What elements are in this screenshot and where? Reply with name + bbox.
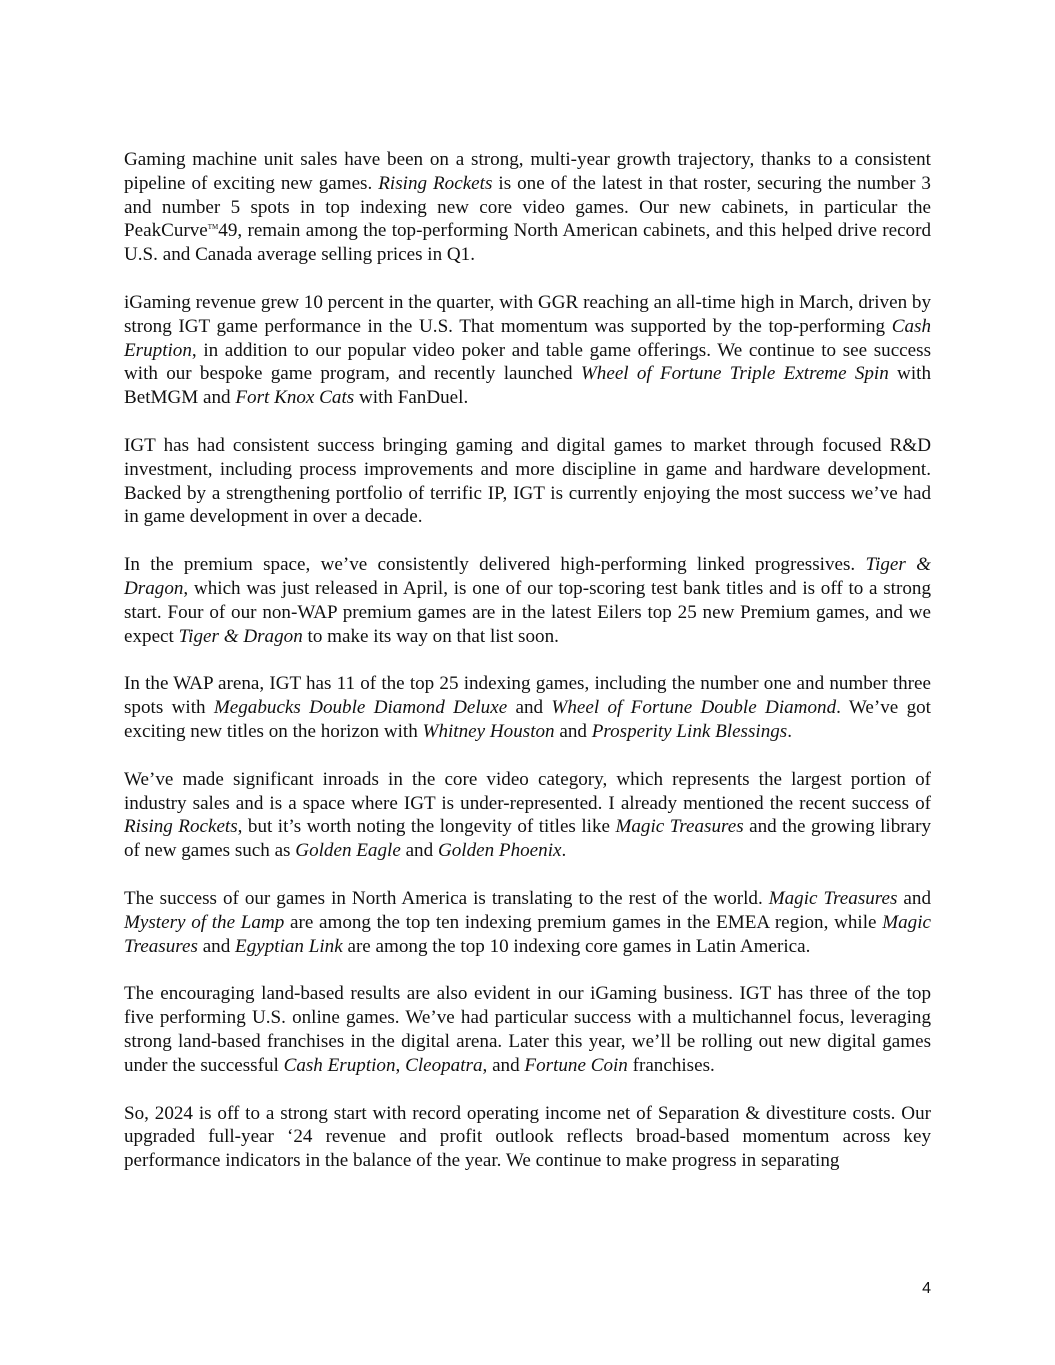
paragraph-outlook xyxy=(124,1102,931,1173)
text-run: and xyxy=(507,697,552,719)
text-run: and xyxy=(400,840,438,862)
text-run: , but it’s worth noting the longevity of titles like xyxy=(237,816,616,838)
text-run: franchises. xyxy=(627,1054,715,1076)
text-run: to make its way on that list soon. xyxy=(302,625,559,647)
text-run: and xyxy=(197,935,236,957)
paragraph-land-based-results xyxy=(124,982,931,1077)
paragraph-international xyxy=(124,887,931,958)
game-title: Mystery of the Lamp xyxy=(124,911,285,933)
game-title: Magic Treasures xyxy=(615,816,744,838)
paragraph-igaming-revenue xyxy=(124,291,931,410)
text-run: So, 2024 is off to a strong start with record operating income net of Separation & divestiture costs. Our upgraded full-year ‘24 revenue and profit outlook reflects broad-based momentum across key performance indicators in the balance of the year. We continue to make progress in separating xyxy=(124,1102,931,1172)
paragraph-premium-space xyxy=(124,553,931,648)
text-run: , in addition to our popular video poker and table game offerings. We continue to see success with our bespoke game program, and recently launched xyxy=(124,339,931,385)
game-title: Prosperity Link Blessings xyxy=(591,720,788,742)
game-title: Magic Treasures xyxy=(768,887,898,909)
game-title: Magic Treasures xyxy=(124,911,931,957)
game-title: Tiger & Dragon xyxy=(178,625,303,647)
game-title: Cleopatra xyxy=(405,1054,483,1076)
paragraph-unit-sales xyxy=(124,148,931,267)
text-run: is one of the latest in that roster, securing the number 3 and number 5 spots in top indexing new core video games. Our new cabinets, in particular the PeakCurve xyxy=(124,172,931,242)
text-run: and the growing library of new games such as xyxy=(124,816,931,862)
game-title: Tiger & Dragon xyxy=(124,554,931,599)
text-run: , which was just released in April, is one of our top-scoring test bank titles and is off to a strong start. Four of our non-WAP premium games are in the latest Eilers top 25 new Premium games, and we expect xyxy=(124,577,931,647)
text-run: 49, remain among the top-performing North American cabinets, and this helped drive record U.S. and Canada average selling prices in Q1. xyxy=(124,220,931,266)
text-run: . xyxy=(787,720,793,742)
text-run: with FanDuel. xyxy=(354,387,469,409)
text-run: with BetMGM and xyxy=(124,363,931,409)
paragraph-rd-investment xyxy=(124,434,931,529)
paragraph-wap-arena xyxy=(124,672,931,743)
document-body xyxy=(124,148,931,1197)
text-run: , xyxy=(395,1054,406,1076)
game-title: Fort Knox Cats xyxy=(235,387,355,409)
text-run: and xyxy=(897,887,932,909)
text-run: IGT has had consistent success bringing gaming and digital games to market through focused R&D investment, including process improvements and more discipline in game and hardware development. Backed by a strengthening portfolio of terrific IP, IGT is currently enjoying the most success we’ve had in game development in over a decade. xyxy=(124,434,931,528)
game-title: Egyptian Link xyxy=(235,935,343,957)
game-title: Golden Phoenix xyxy=(437,840,562,862)
game-title: Whitney Houston xyxy=(422,720,555,742)
game-title: Wheel of Fortune Double Diamond xyxy=(551,697,837,719)
text-run: are among the top ten indexing premium games in the EMEA region, while xyxy=(284,911,883,933)
text-run: iGaming revenue grew 10 percent in the quarter, with GGR reaching an all-time high in March, driven by strong IGT game performance in the U.S. That momentum was supported by the top-performing xyxy=(124,291,931,337)
trademark-mark: TM xyxy=(207,223,219,232)
game-title: Rising Rockets xyxy=(378,172,493,194)
text-run: . xyxy=(561,840,567,862)
text-run: The encouraging land-based results are also evident in our iGaming business. IGT has three of the top five performing U.S. online games. We’ve had particular success with a multichannel focus, leveraging strong land-based franchises in the digital arena. Later this year, we’ll be rolling out new digital games under the successful xyxy=(124,983,931,1076)
text-run: Gaming machine unit sales have been on a strong, multi-year growth trajectory, thanks to a consistent pipeline of exciting new games. xyxy=(124,149,931,194)
text-run: , and xyxy=(482,1054,525,1076)
text-run: In the WAP arena, IGT has 11 of the top 25 indexing games, including the number one and number three spots with xyxy=(124,673,931,719)
text-run: The success of our games in North America is translating to the rest of the world. xyxy=(124,887,769,909)
game-title: Megabucks Double Diamond Deluxe xyxy=(213,697,508,719)
game-title: Wheel of Fortune Triple Extreme Spin xyxy=(580,363,889,385)
text-run: We’ve made significant inroads in the core video category, which represents the largest portion of industry sales and is a space where IGT is under-represented. I already mentioned the recent success of xyxy=(124,768,931,814)
game-title: Rising Rockets xyxy=(124,816,238,838)
page-number: 4 xyxy=(922,1280,931,1297)
text-run: In the premium space, we’ve consistently delivered high-performing linked progressives. xyxy=(124,554,866,576)
text-run: . We’ve got exciting new titles on the horizon with xyxy=(124,697,931,742)
game-title: Golden Eagle xyxy=(295,840,401,862)
game-title: Cash Eruption xyxy=(283,1054,396,1076)
text-run: and xyxy=(554,720,592,742)
paragraph-core-video xyxy=(124,768,931,863)
game-title: Cash Eruption xyxy=(124,315,931,361)
game-title: Fortune Coin xyxy=(524,1054,628,1076)
text-run: are among the top 10 indexing core games in Latin America. xyxy=(342,935,811,957)
